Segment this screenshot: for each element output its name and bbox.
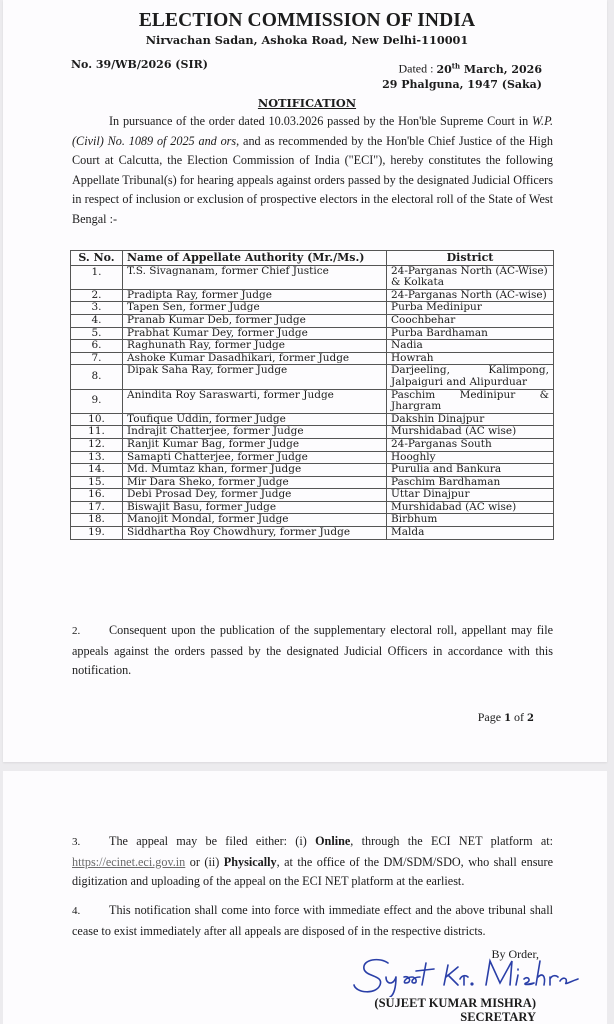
district-cell: Purulia and Bankura <box>387 464 554 477</box>
table-row <box>71 514 554 527</box>
table-row <box>71 464 554 477</box>
district-cell: Nadia <box>387 340 554 353</box>
paragraph-3-text-b: , through the ECI NET platform at: <box>350 834 553 848</box>
name-cell: Pradipta Ray, former Judge <box>123 289 387 302</box>
name-cell: Ashoke Kumar Dasadhikari, former Judge <box>123 352 387 365</box>
sno-cell: 18. <box>71 514 123 527</box>
name-cell: Ranjit Kumar Bag, former Judge <box>123 438 387 451</box>
dated-suffix: th <box>451 61 461 70</box>
paragraph-4 <box>72 901 553 941</box>
table-row <box>71 389 554 413</box>
by-order: By Order, <box>491 947 539 961</box>
paragraph-number: 4. <box>72 905 81 917</box>
signatory-name: (SUJEET KUMAR MISHRA) <box>374 996 536 1010</box>
district-cell: Purba Bardhaman <box>387 327 554 340</box>
name-cell: Indrajit Chatterjee, former Judge <box>123 426 387 439</box>
paragraph-number: 3. <box>72 836 81 848</box>
sno-cell: 7. <box>71 352 123 365</box>
name-cell: T.S. Sivagnanam, former Chief Justice <box>123 265 387 289</box>
name-cell: Toufique Uddin, former Judge <box>123 413 387 426</box>
header-district: District <box>387 251 554 266</box>
name-cell: Anindita Roy Saraswarti, former Judge <box>123 389 387 413</box>
sno-cell: 15. <box>71 476 123 489</box>
name-cell: Prabhat Kumar Dey, former Judge <box>123 327 387 340</box>
page-total: 2 <box>527 713 534 724</box>
dated-label: Dated : <box>398 61 437 76</box>
paragraph-number: 2. <box>72 625 81 637</box>
paragraph-1-text-a: In pursuance of the order dated 10.03.2026 passed by the Hon'ble Supreme Court in <box>109 114 532 128</box>
page-current: 1 <box>504 713 512 724</box>
paragraph-3-text-a: The appeal may be filed either: (i) <box>109 834 316 848</box>
district-cell: Paschim Bardhaman <box>387 476 554 489</box>
paragraph-2 <box>72 621 553 681</box>
district-cell: 24-Parganas North (AC-Wise) & Kolkata <box>387 265 554 289</box>
table-row <box>71 527 554 540</box>
district-cell: 24-Parganas South <box>387 438 554 451</box>
sno-cell: 6. <box>71 340 123 353</box>
physically-label: Physically <box>223 854 277 869</box>
sno-cell: 8. <box>71 365 123 389</box>
dated-day: 20 <box>436 62 452 76</box>
district-cell: Darjeeling, Kalimpong, Jalpaiguri and Alipurduar <box>387 365 554 389</box>
sno-cell: 2. <box>71 289 123 302</box>
district-cell: 24-Parganas North (AC-wise) <box>387 289 554 302</box>
paragraph-2-text: Consequent upon the publication of the supplementary electoral roll, appellant may file appeals against the orders passed by the designated Judicial Officers in accordance with this notification. <box>72 623 553 678</box>
table-row <box>71 451 554 464</box>
table-row <box>71 476 554 489</box>
district-cell: Paschim Medinipur & Jhargram <box>387 389 554 413</box>
name-cell: Tapen Sen, former Judge <box>123 302 387 315</box>
sno-cell: 16. <box>71 489 123 502</box>
paragraph-3 <box>72 832 553 892</box>
table-row <box>71 314 554 327</box>
ecinet-link[interactable]: https://ecinet.eci.gov.in <box>72 854 186 869</box>
name-cell: Dipak Saha Ray, former Judge <box>123 365 387 389</box>
name-cell: Samapti Chatterjee, former Judge <box>123 451 387 464</box>
signatory-designation: SECRETARY <box>460 1010 536 1024</box>
table-row <box>71 289 554 302</box>
name-cell: Pranab Kumar Deb, former Judge <box>123 314 387 327</box>
table-row <box>71 302 554 315</box>
district-cell: Coochbehar <box>387 314 554 327</box>
paragraph-4-text: This notification shall come into force with immediate effect and the above tribunal shall cease to exist immediately after all appeals are disposed of in the respective districts. <box>72 903 553 938</box>
sno-cell: 5. <box>71 327 123 340</box>
table-row <box>71 501 554 514</box>
sno-cell: 11. <box>71 426 123 439</box>
saka-date: 29 Phalguna, 1947 (Saka) <box>382 77 542 91</box>
header-sno: S. No. <box>71 251 123 266</box>
page-number <box>478 710 534 725</box>
sno-cell: 14. <box>71 464 123 477</box>
notification-heading: NOTIFICATION <box>257 96 357 110</box>
case-reference: W.P. (Civil) No. 1089 of 2025 and ors <box>72 114 553 148</box>
sno-cell: 12. <box>71 438 123 451</box>
district-cell: Uttar Dinajpur <box>387 489 554 502</box>
online-label: Online <box>315 834 351 848</box>
district-cell: Dakshin Dinajpur <box>387 413 554 426</box>
district-cell: Murshidabad (AC wise) <box>387 426 554 439</box>
paragraph-3-text-c: or (ii) <box>185 854 224 869</box>
table-row <box>71 413 554 426</box>
paragraph-1-text-b: , and as recommended by the Hon'ble Chief Justice of the High Court at Calcutta, the Election Commission of India ("ECI"), hereby constitutes the following Appellate Tribunal(s) for hearing appeals against orders passed by the designated Judicial Officers in respect of inclusion or exclusion of prospective electors in the electoral roll of the State of West Bengal :- <box>72 133 553 226</box>
district-cell: Birbhum <box>387 514 554 527</box>
paragraph-3-text-d: , at the office of the DM/SDM/SDO, who shall ensure digitization and uploading of the appeal on the ECI NET platform at the earliest. <box>72 854 553 889</box>
notification-date <box>382 58 542 92</box>
sno-cell: 3. <box>71 302 123 315</box>
table-row <box>71 340 554 353</box>
table-header-row <box>71 251 554 266</box>
district-cell: Howrah <box>387 352 554 365</box>
table-row <box>71 489 554 502</box>
appellate-tribunal-table <box>70 250 554 540</box>
paragraph-1 <box>72 112 553 230</box>
signatory <box>374 996 536 1024</box>
page-prefix: Page <box>477 710 505 724</box>
header-name: Name of Appellate Authority (Mr./Ms.) <box>123 251 387 266</box>
sno-cell: 9. <box>71 389 123 413</box>
name-cell: Siddhartha Roy Chowdhury, former Judge <box>123 527 387 540</box>
sno-cell: 4. <box>71 314 123 327</box>
reference-number: No. 39/WB/2026 (SIR) <box>71 58 208 71</box>
handwritten-signature <box>350 955 580 997</box>
district-cell: Purba Medinipur <box>387 302 554 315</box>
dated-month-year: March, 2026 <box>460 62 542 76</box>
table-row <box>71 365 554 389</box>
sno-cell: 1. <box>71 265 123 289</box>
table-row <box>71 438 554 451</box>
name-cell: Mir Dara Sheko, former Judge <box>123 476 387 489</box>
sno-cell: 17. <box>71 501 123 514</box>
name-cell: Raghunath Ray, former Judge <box>123 340 387 353</box>
table-row <box>71 352 554 365</box>
table-row <box>71 265 554 289</box>
sno-cell: 10. <box>71 413 123 426</box>
name-cell: Biswajit Basu, former Judge <box>123 501 387 514</box>
table-row <box>71 327 554 340</box>
district-cell: Hooghly <box>387 451 554 464</box>
district-cell: Murshidabad (AC wise) <box>387 501 554 514</box>
table-row <box>71 426 554 439</box>
sno-cell: 13. <box>71 451 123 464</box>
page-of: of <box>511 710 528 724</box>
district-cell: Malda <box>387 527 554 540</box>
name-cell: Debi Prosad Dey, former Judge <box>123 489 387 502</box>
organization-address: Nirvachan Sadan, Ashoka Road, New Delhi-110001 <box>145 33 469 47</box>
name-cell: Md. Mumtaz khan, former Judge <box>123 464 387 477</box>
sno-cell: 19. <box>71 527 123 540</box>
organization-title: ELECTION COMMISSION OF INDIA <box>138 10 476 31</box>
name-cell: Manojit Mondal, former Judge <box>123 514 387 527</box>
